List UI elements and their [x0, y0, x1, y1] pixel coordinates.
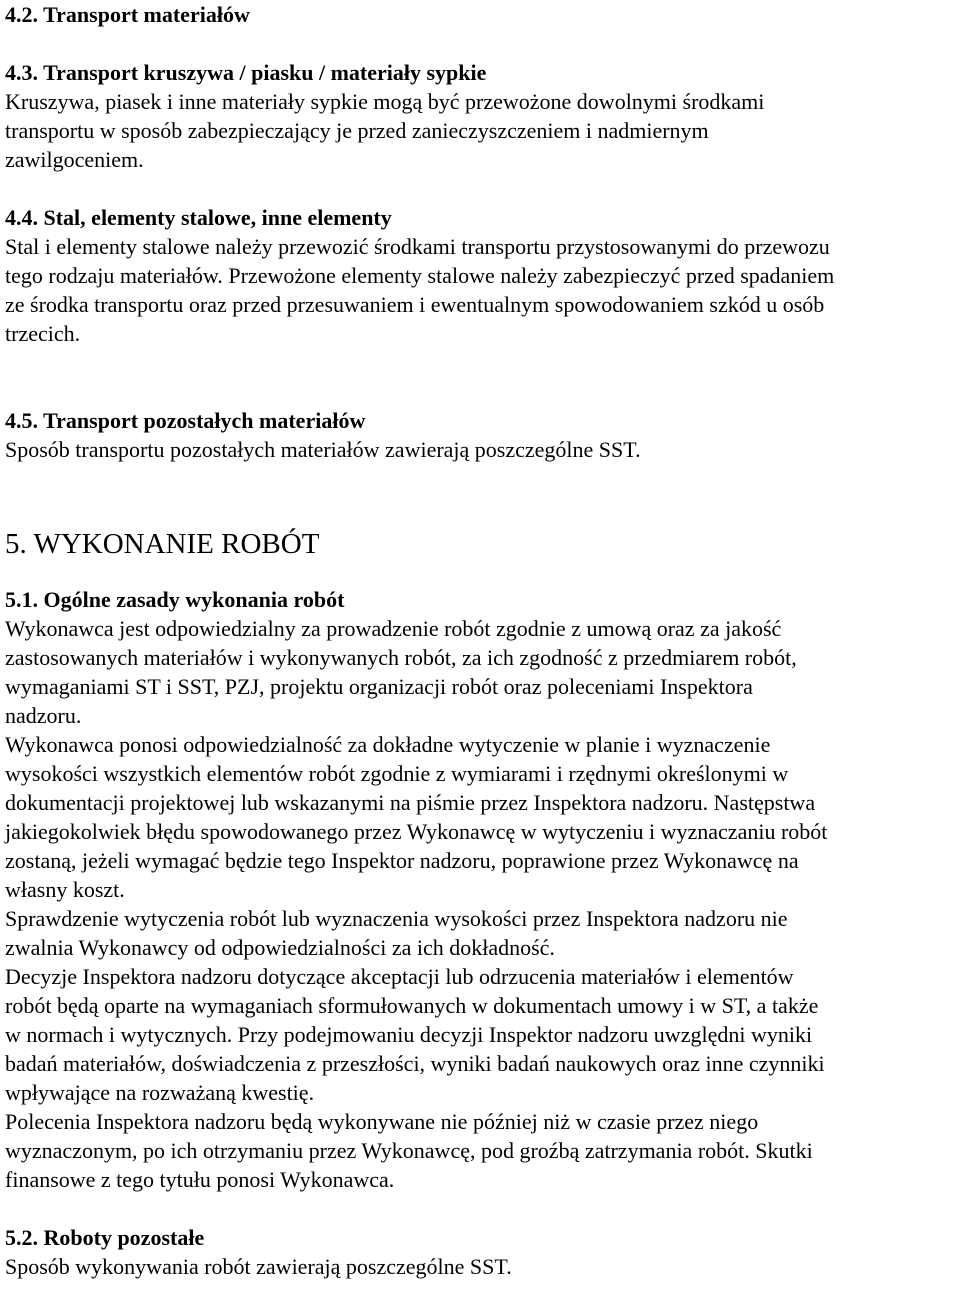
paragraph-line: Kruszywa, piasek i inne materiały sypkie mogą być przewożone dowolnymi środkami	[5, 89, 765, 114]
paragraph-line: Sposób transportu pozostałych materiałów zawierają poszczególne SST.	[5, 437, 641, 462]
paragraph-line: robót będą oparte na wymaganiach sformułowanych w dokumentach umowy i w ST, a także	[5, 993, 819, 1018]
paragraph-line: zastosowanych materiałów i wykonywanych robót, za ich zgodność z przedmiarem robót,	[5, 645, 797, 670]
paragraph-line: własny koszt.	[5, 877, 125, 902]
section-5-2-heading: 5.2. Roboty pozostałe	[5, 1225, 205, 1250]
paragraph-line: Polecenia Inspektora nadzoru będą wykonywane nie później niż w czasie przez niego	[5, 1109, 759, 1134]
paragraph-line: trzecich.	[5, 321, 81, 346]
paragraph-line: finansowe z tego tytułu ponosi Wykonawca.	[5, 1167, 395, 1192]
paragraph-line: ze środka transportu oraz przed przesuwaniem i ewentualnym spowodowaniem szkód u osób	[5, 292, 825, 317]
section-4-5-body	[5, 435, 957, 464]
paragraph-line: nadzoru.	[5, 703, 82, 728]
paragraph-line: jakiegokolwiek błędu spowodowanego przez Wykonawcę w wytyczeniu i wyznaczaniu robót	[5, 819, 828, 844]
paragraph-line: Decyzje Inspektora nadzoru dotyczące akceptacji lub odrzucenia materiałów i elementów	[5, 964, 794, 989]
section-4-5-heading: 4.5. Transport pozostałych materiałów	[5, 408, 366, 433]
section-5-1-body	[5, 614, 957, 1194]
paragraph-line: wysokości wszystkich elementów robót zgodnie z wymiarami i rzędnymi określonymi w	[5, 761, 789, 786]
paragraph-line: Stal i elementy stalowe należy przewozić środkami transportu przystosowanymi do przewozu	[5, 234, 830, 259]
paragraph-line: Wykonawca jest odpowiedzialny za prowadzenie robót zgodnie z umową oraz za jakość	[5, 616, 782, 641]
paragraph-line: wymaganiami ST i SST, PZJ, projektu organizacji robót oraz poleceniami Inspektora	[5, 674, 753, 699]
paragraph-line: zwalnia Wykonawcy od odpowiedzialności za ich dokładność.	[5, 935, 555, 960]
section-4-2-heading: 4.2. Transport materiałów	[5, 2, 250, 27]
section-4-3-heading: 4.3. Transport kruszywa / piasku / materiały sypkie	[5, 60, 487, 85]
paragraph-line: wpływające na rozważaną kwestię.	[5, 1080, 315, 1105]
paragraph-line: zawilgoceniem.	[5, 147, 144, 172]
section-5-heading: 5. WYKONANIE ROBÓT	[5, 528, 320, 560]
section-4-4-heading: 4.4. Stal, elementy stalowe, inne elementy	[5, 205, 392, 230]
document-page	[5, 0, 957, 1281]
paragraph-line: w normach i wytycznych. Przy podejmowaniu decyzji Inspektor nadzoru uwzględni wyniki	[5, 1022, 813, 1047]
paragraph-line: tego rodzaju materiałów. Przewożone elementy stalowe należy zabezpieczyć przed spadaniem	[5, 263, 835, 288]
paragraph-line: wyznaczonym, po ich otrzymaniu przez Wykonawcę, pod groźbą zatrzymania robót. Skutki	[5, 1138, 813, 1163]
paragraph-line: dokumentacji projektowej lub wskazanymi na piśmie przez Inspektora nadzoru. Następstwa	[5, 790, 816, 815]
paragraph-line: Wykonawca ponosi odpowiedzialność za dokładne wytyczenie w planie i wyznaczenie	[5, 732, 771, 757]
paragraph-line: transportu w sposób zabezpieczający je przed zanieczyszczeniem i nadmiernym	[5, 118, 709, 143]
section-4-4-body	[5, 232, 957, 348]
paragraph-line: Sposób wykonywania robót zawierają poszczególne SST.	[5, 1254, 512, 1279]
paragraph-line: Sprawdzenie wytyczenia robót lub wyznaczenia wysokości przez Inspektora nadzoru nie	[5, 906, 788, 931]
section-4-3-body	[5, 87, 957, 174]
paragraph-line: badań materiałów, doświadczenia z przeszłości, wyniki badań naukowych oraz inne czynniki	[5, 1051, 825, 1076]
section-5-1-heading: 5.1. Ogólne zasady wykonania robót	[5, 587, 345, 612]
section-5-2-body	[5, 1252, 957, 1281]
paragraph-line: zostaną, jeżeli wymagać będzie tego Inspektor nadzoru, poprawione przez Wykonawcę na	[5, 848, 799, 873]
